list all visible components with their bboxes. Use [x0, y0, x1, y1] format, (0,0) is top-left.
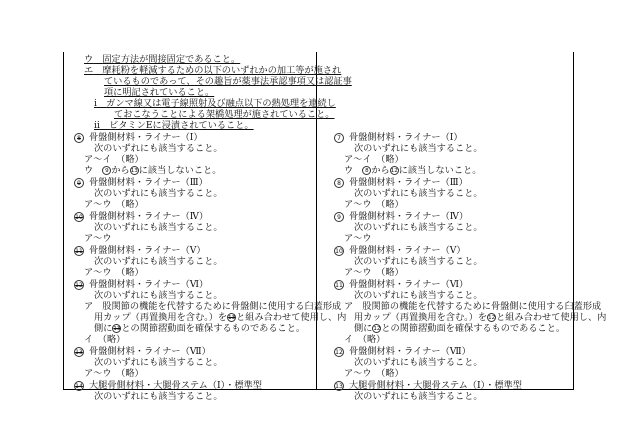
right-item-10-title: 10 骨盤側材料・ライナー（Ⅴ）: [335, 245, 466, 256]
right-item-8-title: 8 骨盤側材料・ライナー（Ⅲ）: [334, 177, 468, 188]
right-para-a-2: 用カップ（再置換用を含む。）を12と組み合わせて使用し、内: [354, 312, 607, 323]
right-item-11-title: 11 骨盤側材料・ライナー（Ⅵ）: [335, 279, 469, 290]
left-u-top-1: エ 摩耗粉を軽減するための以下のいずれかの加工等が施され: [84, 65, 342, 76]
left-item-8-title: 8 骨盤側材料・ライナー（Ⅰ）: [74, 132, 203, 143]
left-border: [63, 52, 64, 390]
left-item-9-l2: ア～ウ （略）: [84, 199, 144, 210]
left-u-top-5: ておこなうことによる架橋処理が施されていること。: [114, 109, 335, 120]
left-item-10-l2: ア～ウ: [84, 233, 112, 244]
left-item-13-l2: ア～ウ （略）: [84, 368, 144, 379]
left-para-a-2: 用カップ（再置換用を含む。）を13と組み合わせて使用し、内: [94, 312, 347, 323]
right-item-7-ref: ウ 8 から12に該当しないこと。: [344, 165, 482, 176]
right-item-10-l1: 次のいずれにも該当すること。: [354, 256, 483, 267]
right-item-8-l1: 次のいずれにも該当すること。: [354, 188, 483, 199]
right-para-a-1: ア 股関節の機能を代替するために骨盤側に使用する臼蓋形成: [344, 301, 602, 312]
left-item-12-title: 12 骨盤側材料・ライナー（Ⅵ）: [75, 279, 209, 290]
left-u-top-3: 項に明記されていること。: [104, 87, 215, 98]
left-u-top-4: ⅰ ガンマ線又は電子線照射及び融点以下の熱処理を連続し: [94, 98, 336, 109]
left-item-11-title: 11 骨盤側材料・ライナー（Ⅴ）: [75, 245, 206, 256]
right-para-a-3: 側に12との関節摺動面を確保するものであること。: [354, 323, 566, 334]
right-after-a: イ （略）: [344, 334, 386, 345]
right-item-9-title: 9 骨盤側材料・ライナー（Ⅳ）: [334, 211, 468, 222]
left-item-8-l2: ア～イ （略）: [84, 154, 144, 165]
left-item-10-title: 10 骨盤側材料・ライナー（Ⅳ）: [75, 211, 209, 222]
right-item-9-l1: 次のいずれにも該当すること。: [354, 222, 483, 233]
right-item-9-l2: ア～ウ: [344, 233, 372, 244]
left-after-a: イ （略）: [84, 334, 126, 345]
right-item-10-l2: ア～ウ （略）: [344, 267, 404, 278]
left-item-13-l1: 次のいずれにも該当すること。: [94, 357, 223, 368]
right-item-12-title: 12 骨盤側材料・ライナー（Ⅶ）: [335, 346, 471, 357]
left-item-10-l1: 次のいずれにも該当すること。: [94, 222, 223, 233]
right-item-12-l2: ア～ウ （略）: [344, 368, 404, 379]
left-item-11-l2: ア～ウ （略）: [84, 267, 144, 278]
left-para-a-3: 側に13との関節摺動面を確保するものであること。: [94, 323, 306, 334]
right-item-11-l1: 次のいずれにも該当すること。: [354, 290, 483, 301]
right-item-7-title: 7 骨盤側材料・ライナー（Ⅰ）: [334, 132, 463, 143]
left-item-14-l1: 次のいずれにも該当すること。: [94, 391, 223, 402]
left-item-8-l1: 次のいずれにも該当すること。: [94, 143, 223, 154]
left-item-8-ref: ウ 9 から13に該当しないこと。: [84, 165, 222, 176]
right-item-7-l1: 次のいずれにも該当すること。: [354, 143, 483, 154]
right-item-8-l2: ア～ウ （略）: [344, 199, 404, 210]
left-u-top-0: ウ 固定方法が間接固定であること。: [84, 54, 241, 65]
left-item-9-title: 9 骨盤側材料・ライナー（Ⅲ）: [74, 177, 208, 188]
left-item-13-title: 13 骨盤側材料・ライナー（Ⅶ）: [75, 346, 211, 357]
left-item-14-title: 14 大腿骨側材料・大腿骨ステム（Ⅰ）・標準型: [75, 380, 262, 391]
left-u-top-2: ているものであって、その趣旨が薬事法承認事項又は認証事: [104, 76, 352, 87]
right-item-13-l1: 次のいずれにも該当すること。: [354, 391, 483, 402]
left-para-a-1: ア 股関節の機能を代替するために骨盤側に使用する臼蓋形成: [84, 301, 342, 312]
right-item-12-l1: 次のいずれにも該当すること。: [354, 357, 483, 368]
left-item-12-l1: 次のいずれにも該当すること。: [94, 290, 223, 301]
left-item-9-l1: 次のいずれにも該当すること。: [94, 188, 223, 199]
left-item-11-l1: 次のいずれにも該当すること。: [94, 256, 223, 267]
left-u-top-6: ⅱ ビタミンEに浸漬されていること。: [94, 120, 254, 131]
right-border: [573, 52, 574, 390]
right-item-13-title: 13 大腿骨側材料・大腿骨ステム（Ⅰ）・標準型: [335, 380, 522, 391]
right-item-7-l2: ア～イ （略）: [344, 154, 404, 165]
